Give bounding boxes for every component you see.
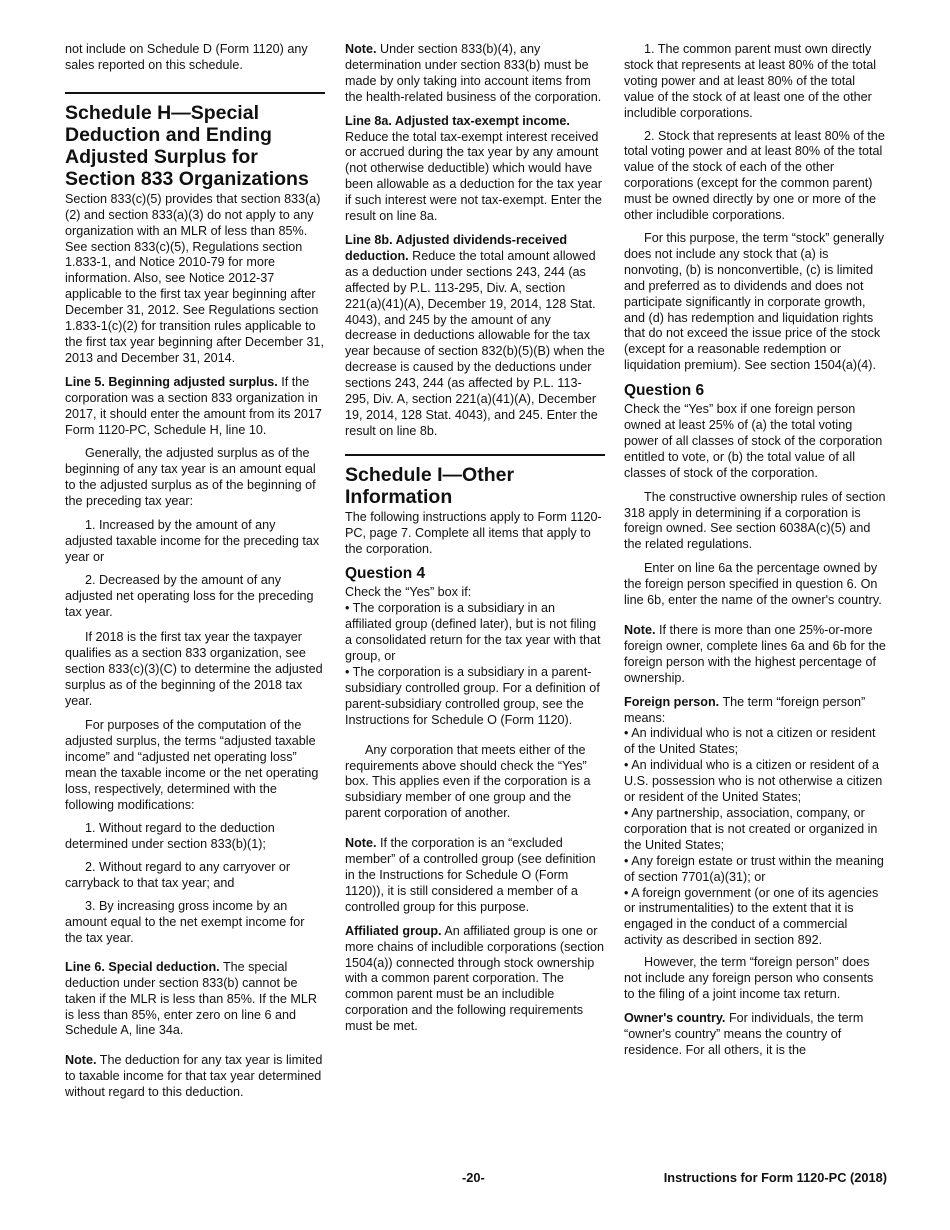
question-4-intro: Check the “Yes” box if: bbox=[345, 585, 472, 600]
list-item: 2. Decreased by the amount of any adjusted net operating loss for the preceding tax year. bbox=[65, 572, 314, 619]
for-purposes-paragraph: For purposes of the computation of the adjusted surplus, the terms “adjusted taxable income” and “adjusted net operating loss” mean the taxable income or the net operating loss, respectively, determined with the following modifications: bbox=[65, 718, 319, 812]
list-item: 2. Without regard to any carryover or carryback to that tax year; and bbox=[65, 860, 291, 891]
note-text: The deduction for any tax year is limited to taxable income for that tax year determined without regard to this deduction. bbox=[65, 1053, 323, 1100]
line8b-heading: Line 8b. Adjusted dividends-received deduction. bbox=[345, 232, 568, 263]
schedule-i-paragraph: The following instructions apply to Form 1120-PC, page 7. Complete all items that apply to the corporation. bbox=[345, 509, 602, 556]
schedule-h-heading: Schedule H—Special Deduction and Ending Adjusted Surplus for Section 833 Organizations bbox=[65, 92, 325, 190]
question-4-heading: Question 4 bbox=[345, 565, 426, 583]
list-item: • Any foreign estate or trust within the meaning of section 7701(a)(31); or bbox=[624, 853, 884, 884]
column-2 bbox=[345, 42, 605, 1043]
affiliated-group-heading: Affiliated group. bbox=[345, 923, 442, 938]
line5-paragraph bbox=[65, 375, 325, 439]
line8b-text: Reduce the total amount allowed as a deduction under sections 243, 244 (as affected by P.L. 113-295, Div. A, section 221(a)(41)(A), December 19, 2014, 128 Stat. 4043), and 245 by the amount of any decrease in deductions allowable for the tax year because of section 832(b)(5)(B) when the decrease is caused by the deductions under sections 243, 244 (as affected by P.L. 113-295, Div. A, section 221(a)(41)(A), December 19, 2014, 128 Stat. 4043), and 245. Enter the result on line 8b. bbox=[345, 248, 605, 438]
list-item: 1. Without regard to the deduction determined under section 833(b)(1); bbox=[65, 821, 275, 852]
note-text: If there is more than one 25%-or-more foreign owner, complete lines 6a and 6b for the foreign person with the highest percentage of ownership. bbox=[624, 623, 886, 685]
line6-paragraph bbox=[65, 960, 325, 1040]
generally-paragraph: Generally, the adjusted surplus as of the beginning of any tax year is an amount equal to the adjusted surplus as of the beginning of the preceding tax year: bbox=[65, 446, 316, 509]
note-text: If the corporation is an “excluded member” of a controlled group (see definition in the Instructions for Schedule O (Form 1120)), it is still considered a member of a controlled group for this purpose. bbox=[345, 836, 596, 914]
line8a-heading: Line 8a. Adjusted tax-exempt income. bbox=[345, 113, 570, 128]
constructive-ownership-paragraph: The constructive ownership rules of section 318 apply in determining if a corporation is foreign owned. See section 6038A(c)(5) and the related regulations. bbox=[624, 489, 886, 552]
list-item: 3. By increasing gross income by an amount equal to the net exempt income for the tax year. bbox=[65, 899, 305, 945]
owners-country-paragraph bbox=[624, 1011, 886, 1059]
document-title: Instructions for Form 1120-PC (2018) bbox=[663, 1170, 887, 1185]
column-1 bbox=[65, 42, 325, 1109]
list-item: • A foreign government (or one of its agencies or instrumentalities) to the extent that it is engaged in the conduct of a commercial activity as described in section 892. bbox=[624, 885, 879, 948]
list-item: • Any partnership, association, company, or corporation that is not created or organized in the United States; bbox=[624, 805, 878, 852]
stock-paragraph: For this purpose, the term “stock” generally does not include any stock that (a) is nonvoting, (b) is nonconvertible, (c) is limited and preferred as to dividends and does not participate significantly in corporate growth, and (d) has redemption and liquidation rights that do not exceed the issue price of the stock (except for a reasonable redemption or liquidation premium). See section 1504(a)(4). bbox=[624, 230, 885, 373]
line5-text: If the corporation was a section 833 organization in 2017, it should enter the amount from its 2017 Form 1120-PC, Schedule H, line 10. bbox=[65, 374, 322, 437]
note-paragraph bbox=[65, 1053, 325, 1101]
note-label: Note. bbox=[345, 42, 377, 56]
list-item: • The corporation is a subsidiary in an affiliated group (defined later), but is not filing a consolidated return for the tax year with that group, or bbox=[345, 601, 601, 664]
note-label: Note. bbox=[624, 623, 656, 637]
line8a-paragraph bbox=[345, 114, 605, 225]
question-6-paragraph: Check the “Yes” box if one foreign person owned at least 25% of (a) the total voting power of all classes of stock of the corporation entitled to vote, or (b) the total value of all classes of stock of the corporation. bbox=[624, 402, 883, 480]
schedule-i-heading: Schedule I—Other Information bbox=[345, 454, 605, 508]
foreign-person-paragraph bbox=[624, 695, 886, 727]
note-paragraph bbox=[345, 836, 605, 916]
list-item: • An individual who is a citizen or resident of a U.S. possession who is not otherwise a citizen or resident of the United States; bbox=[624, 758, 883, 805]
owners-country-heading: Owner's country. bbox=[624, 1010, 726, 1025]
intro-paragraph: not include on Schedule D (Form 1120) any sales reported on this schedule. bbox=[65, 42, 308, 72]
note-text: Under section 833(b)(4), any determination under section 833(b) must be made by only taking into account items from the health-related business of the corporation. bbox=[345, 42, 602, 104]
any-corporation-paragraph: Any corporation that meets either of the requirements above should check the “Yes” box. This applies even if the corporation is a subsidiary member of one group and the parent corporation of another. bbox=[345, 742, 591, 821]
if-2018-paragraph: If 2018 is the first tax year the taxpayer qualifies as a section 833 organization, see section 833(c)(3)(C) to determine the adjusted surplus as of the beginning of the 2018 tax year. bbox=[65, 630, 323, 709]
list-item: 2. Stock that represents at least 80% of the total voting power and at least 80% of the total value of the stock of each of the other corporations (except for the common parent) must be owned directly by one or more of the other includible corporations. bbox=[624, 128, 885, 223]
however-paragraph: However, the term “foreign person” does not include any foreign person who consents to the filing of a joint income tax return. bbox=[624, 955, 874, 1001]
affiliated-group-text: An affiliated group is one or more chains of includible corporations (section 1504(a)) connected through stock ownership with a common parent corporation. The common parent must be an includible corporation and the following requirements must be met. bbox=[345, 923, 605, 1034]
owners-country-text: For individuals, the term “owner's country” means the country of residence. For all others, it is the bbox=[624, 1010, 864, 1057]
line8a-text: Reduce the total tax-exempt interest received or accrued during the tax year by any amount (not otherwise deductible) which would have been allowable as a deduction for the tax year if such interest were not tax-exempt. Enter the result on line 8a. bbox=[345, 129, 602, 224]
list-item: 1. Increased by the amount of any adjusted taxable income for the preceding tax year or bbox=[65, 518, 320, 564]
affiliated-group-paragraph bbox=[345, 924, 605, 1035]
note-paragraph bbox=[624, 623, 886, 687]
line-6a-paragraph: Enter on line 6a the percentage owned by the foreign person specified in question 6. On line 6b, enter the name of the owner's country. bbox=[624, 561, 882, 608]
schedule-h-paragraph: Section 833(c)(5) provides that section 833(a)(2) and section 833(a)(3) do not apply to any organization with an MLR of less than 85%. See section 833(c)(5), Regulations section 1.833-1, and Notice 2010-79 for more information. Also, see Notice 2012-37 applicable to the first tax year beginning after December 31, 2012. See Regulations section 1.833-1(c)(2) for transition rules applicable to the first tax year beginning after December 31, 2013 and December 31, 2014. bbox=[65, 191, 325, 365]
line8b-paragraph bbox=[345, 233, 605, 440]
foreign-person-heading: Foreign person. bbox=[624, 694, 720, 709]
list-item: • The corporation is a subsidiary in a parent-subsidiary controlled group. For a definition of parent-subsidiary controlled group, see the Instructions for Schedule O (Form 1120). bbox=[345, 665, 600, 727]
list-item: • An individual who is not a citizen or resident of the United States; bbox=[624, 726, 876, 757]
note-paragraph bbox=[345, 42, 605, 106]
line6-heading: Line 6. Special deduction. bbox=[65, 959, 220, 974]
note-label: Note. bbox=[345, 836, 377, 851]
line6-text: The special deduction under section 833(b) cannot be taken if the MLR is less than 85%. If the MLR is less than 85%, enter zero on line 6 and Schedule A, line 34a. bbox=[65, 959, 317, 1038]
question-6-heading: Question 6 bbox=[624, 382, 705, 400]
column-3 bbox=[624, 42, 886, 1067]
line5-heading: Line 5. Beginning adjusted surplus. bbox=[65, 374, 278, 389]
foreign-person-text: The term “foreign person” means: bbox=[624, 694, 866, 725]
list-item: 1. The common parent must own directly stock that represents at least 80% of the total voting power and at least 80% of the total value of the stock of at least one of the other includible corporations. bbox=[624, 42, 877, 120]
note-label: Note. bbox=[65, 1053, 97, 1068]
page-number: -20- bbox=[462, 1170, 485, 1185]
